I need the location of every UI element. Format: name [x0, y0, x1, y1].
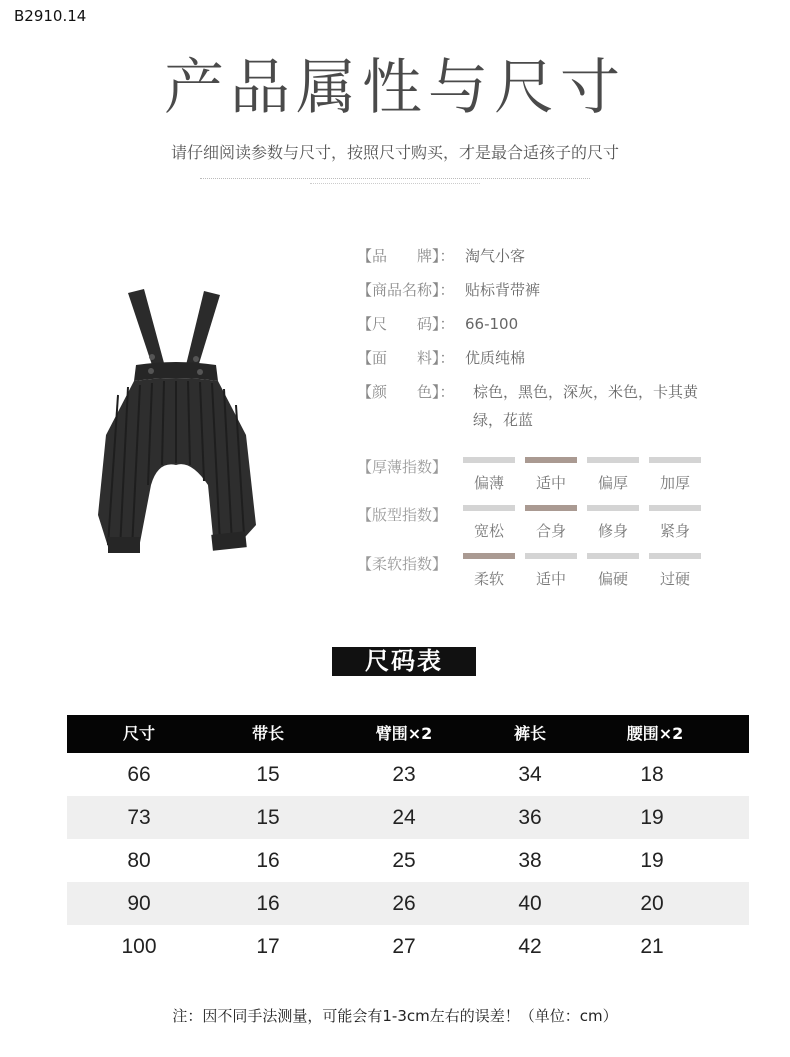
sku-code: B2910.14 — [14, 7, 87, 25]
attr-name-key: 【商品名称】： — [357, 281, 455, 299]
table-row — [67, 882, 749, 925]
measurement-note: 注：因不同手法测量，可能会有1-3cm左右的误差！（单位：cm） — [172, 1007, 618, 1025]
table-cell: 100 — [121, 935, 157, 958]
index-option: 偏硬 — [597, 570, 628, 588]
index-bar-selected — [525, 457, 577, 463]
fit-index-label: 【版型指数】 — [357, 506, 448, 524]
attr-color — [357, 381, 465, 402]
column-header: 尺寸 — [122, 724, 155, 743]
index-bar — [649, 505, 701, 511]
table-cell: 26 — [392, 892, 416, 915]
table-cell: 18 — [640, 763, 664, 786]
page-subtitle: 请仔细阅读参数与尺寸，按照尺寸购买，才是最合适孩子的尺寸 — [170, 143, 619, 162]
column-header: 腰围×2 — [626, 724, 684, 743]
attr-name — [357, 279, 540, 300]
index-option: 偏厚 — [597, 474, 628, 492]
size-table — [67, 715, 749, 968]
table-cell: 80 — [127, 849, 151, 872]
attr-color-key: 【颜 色】： — [357, 383, 455, 401]
column-header: 裤长 — [513, 724, 546, 743]
softness-index-label: 【柔软指数】 — [357, 555, 448, 573]
index-bar — [649, 457, 701, 463]
thickness-index-label: 【厚薄指数】 — [357, 458, 448, 476]
page-title: 产品属性与尺寸 — [164, 53, 626, 123]
index-option: 柔软 — [473, 570, 504, 588]
table-cell: 15 — [256, 763, 280, 786]
attr-brand-key: 【品 牌】： — [357, 247, 455, 265]
attr-fabric — [357, 347, 525, 368]
index-option: 合身 — [535, 522, 566, 540]
divider — [200, 178, 590, 179]
index-bar — [463, 505, 515, 511]
attr-brand — [357, 245, 525, 266]
table-row — [67, 925, 749, 968]
table-row — [67, 796, 749, 839]
index-option: 紧身 — [659, 522, 690, 540]
index-bar-selected — [463, 553, 515, 559]
table-cell: 40 — [518, 892, 542, 915]
table-cell: 36 — [518, 806, 542, 829]
table-cell: 16 — [256, 849, 280, 872]
table-cell: 19 — [640, 849, 664, 872]
table-row — [67, 839, 749, 882]
attr-brand-value: 淘气小客 — [465, 247, 526, 265]
index-bar — [649, 553, 701, 559]
table-cell: 66 — [127, 763, 151, 786]
table-cell: 24 — [392, 806, 416, 829]
table-cell: 73 — [127, 806, 151, 829]
attr-color-value: 棕色，黑色，深灰，米色，卡其黄绿，花蓝 — [473, 383, 699, 429]
index-bar — [463, 457, 515, 463]
table-cell: 34 — [518, 763, 542, 786]
size-chart-title: 尺码表 — [332, 647, 476, 676]
attr-fabric-value: 优质纯棉 — [465, 349, 526, 367]
table-cell: 23 — [392, 763, 416, 786]
index-bar — [587, 457, 639, 463]
divider — [310, 183, 480, 184]
table-cell: 38 — [518, 849, 542, 872]
index-option: 修身 — [597, 522, 628, 540]
table-row — [67, 753, 749, 796]
column-header: 带长 — [251, 724, 284, 743]
attr-size — [357, 313, 518, 334]
index-bar-selected — [525, 505, 577, 511]
table-cell: 25 — [392, 849, 416, 872]
table-cell: 21 — [640, 935, 664, 958]
table-cell: 27 — [392, 935, 416, 958]
index-option: 适中 — [535, 570, 566, 588]
product-image — [96, 285, 266, 560]
index-bar — [587, 505, 639, 511]
table-cell: 90 — [127, 892, 151, 915]
index-option: 加厚 — [659, 474, 690, 492]
table-cell: 15 — [256, 806, 280, 829]
table-header — [67, 715, 749, 753]
column-header: 臂围×2 — [375, 724, 433, 743]
attr-size-key: 【尺 码】： — [357, 315, 455, 333]
attr-size-value: 66-100 — [465, 315, 519, 333]
attr-fabric-key: 【面 料】： — [357, 349, 455, 367]
index-option: 过硬 — [659, 570, 690, 588]
index-option: 适中 — [535, 474, 566, 492]
index-bar — [587, 553, 639, 559]
table-cell: 19 — [640, 806, 664, 829]
table-cell: 17 — [256, 935, 280, 958]
attr-name-value: 贴标背带裤 — [465, 281, 541, 299]
index-bar — [525, 553, 577, 559]
table-cell: 20 — [640, 892, 664, 915]
table-cell: 16 — [256, 892, 280, 915]
index-option: 宽松 — [473, 522, 504, 540]
index-option: 偏薄 — [473, 474, 504, 492]
table-cell: 42 — [518, 935, 542, 958]
